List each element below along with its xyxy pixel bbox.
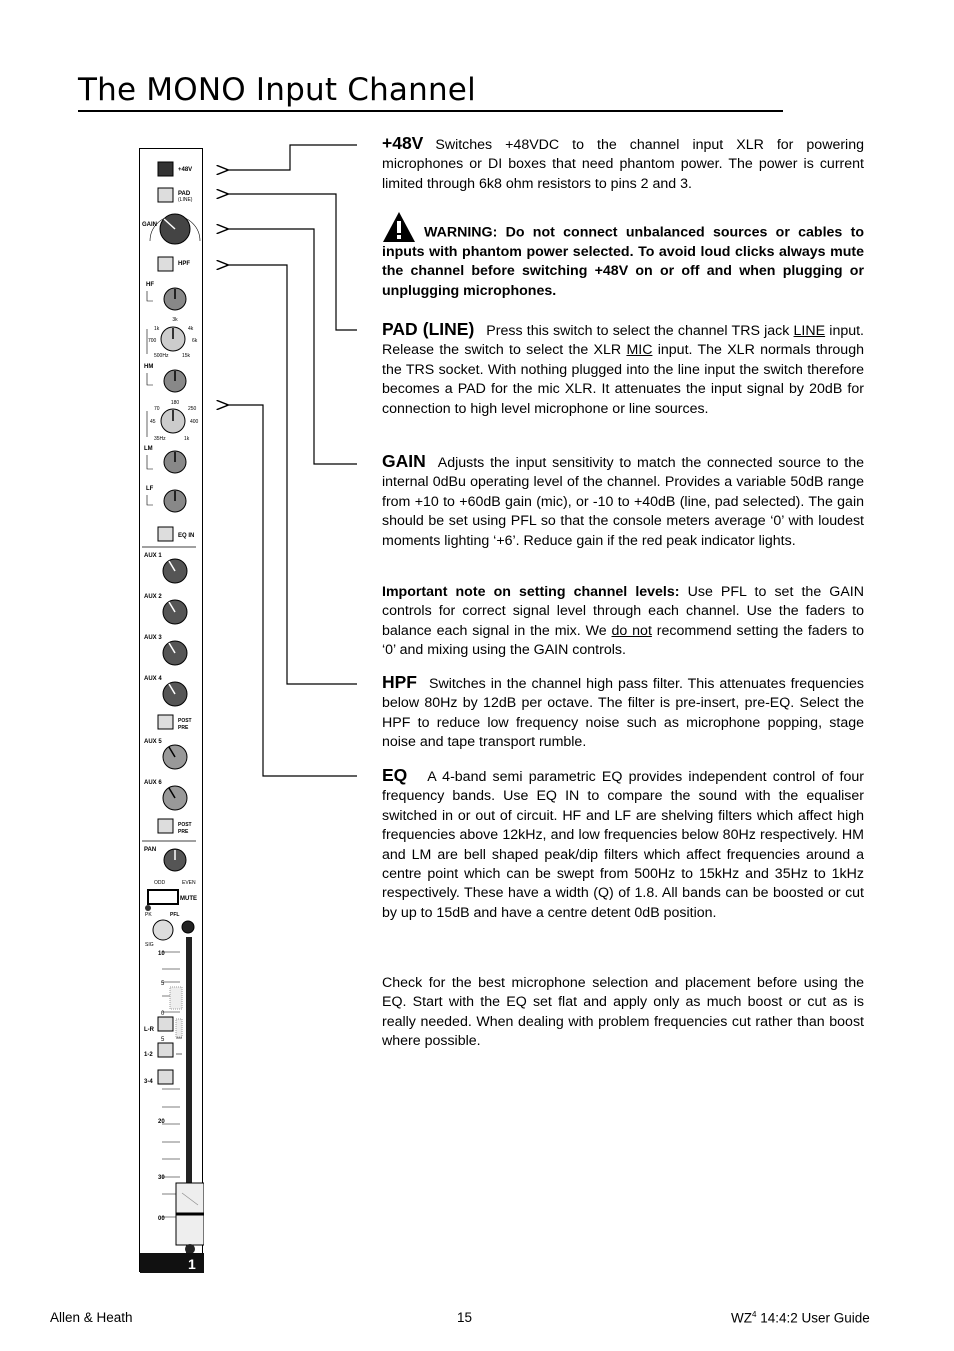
- svg-text:AUX 3: AUX 3: [144, 635, 162, 641]
- section-pad: PAD (LINE) Press this switch to select the channel TRS jack LINE input. Release the switch to select the XLR MIC input. The XLR normals through the TRS socket. With nothing plugged into the line input the switch therefore becomes a PAD for the mic XLR. It attenuates the input signal by 20dB for connection to high level microphone or line sources.: [382, 319, 865, 417]
- svg-text:1k: 1k: [154, 326, 160, 332]
- svg-text:POST: POST: [178, 718, 192, 724]
- svg-text:3k: 3k: [172, 317, 178, 323]
- svg-text:250: 250: [188, 406, 197, 412]
- label-eq-in: EQ IN: [178, 533, 195, 539]
- footer-page-number: 15: [457, 1310, 473, 1325]
- footer-left: Allen & Heath: [50, 1310, 133, 1325]
- svg-text:L-R: L-R: [144, 1027, 154, 1033]
- heading-gain: GAIN: [382, 451, 426, 471]
- label-pan: PAN: [144, 847, 157, 853]
- section-hpf: HPF Switches in the channel high pass filter. This attenuates frequencies below 80Hz by 12dB per octave. The filter is pre-insert, pre-EQ. Select the HPF to reduce low frequency noise such as microphone popping, stage noise and tape transport rumble.: [382, 672, 864, 751]
- label-hpf: HPF: [178, 261, 190, 267]
- section-tip: Check for the best microphone selection and placement before using the EQ. Start with the EQ set flat and apply only as much boost or cut as is really needed. When dealing with problem frequencies cut rather than boost where possible.: [382, 975, 864, 1050]
- svg-text:1k: 1k: [184, 436, 190, 442]
- svg-text:EVEN: EVEN: [182, 880, 196, 886]
- svg-text:500Hz: 500Hz: [154, 353, 169, 359]
- svg-text:PRE: PRE: [178, 725, 189, 731]
- svg-text:180: 180: [170, 400, 180, 406]
- label-lm: LM: [144, 446, 153, 452]
- heading-48v: +48V: [382, 133, 424, 153]
- section-warning: [382, 211, 864, 301]
- label-pad: PAD: [178, 191, 191, 197]
- label-mute: MUTE: [180, 896, 197, 902]
- svg-text:4k: 4k: [188, 326, 194, 332]
- footer-right: $WZ^4$ 14:4:2 User Guide: [731, 1310, 870, 1326]
- svg-text:AUX 5: AUX 5: [144, 739, 162, 745]
- warning-text: WARNING: Do not connect unbalanced sources or cables to inputs with phantom power selected. To avoid loud clicks always mute the channel before switching +48V on or off and when plugging or unplugging microphones.: [382, 224, 864, 299]
- svg-text:70: 70: [154, 406, 160, 412]
- svg-text:3-4: 3-4: [144, 1079, 153, 1085]
- section-48v: [382, 134, 864, 194]
- svg-text:6k: 6k: [192, 338, 198, 344]
- svg-text:00: 00: [158, 1216, 165, 1222]
- section-note: Important note on setting channel levels: Use PFL to set the GAIN controls for correct signal level through each channel. Use the faders to balance each signal in the mix. We do not recommend setting the faders to ‘0’ and mixing using the GAIN controls.: [382, 584, 864, 659]
- label-gain: GAIN: [142, 222, 157, 228]
- svg-text:15k: 15k: [182, 353, 191, 359]
- label-hm: HM: [144, 364, 154, 370]
- heading-eq: EQ: [382, 765, 408, 785]
- svg-text:SIG: SIG: [145, 942, 154, 948]
- svg-text:ODD: ODD: [154, 880, 166, 886]
- svg-text:AUX 4: AUX 4: [144, 676, 162, 682]
- svg-text:45: 45: [150, 419, 156, 425]
- heading-hpf: HPF: [382, 672, 417, 692]
- svg-text:AUX 6: AUX 6: [144, 780, 162, 786]
- callout-pad: [226, 194, 357, 330]
- label-hf: HF: [146, 282, 154, 288]
- channel-number: 1: [188, 1256, 196, 1272]
- page-title: The MONO Input Channel: [78, 72, 476, 108]
- svg-text:PFL: PFL: [170, 912, 180, 918]
- svg-text:PRE: PRE: [178, 829, 189, 835]
- svg-text:30: 30: [158, 1175, 165, 1181]
- svg-text:PK: PK: [145, 912, 152, 918]
- svg-text:35Hz: 35Hz: [154, 436, 166, 442]
- svg-text:POST: POST: [178, 822, 192, 828]
- callout-eq: [226, 405, 357, 776]
- callout-48v: [226, 145, 357, 170]
- section-gain: GAIN Adjusts the input sensitivity to match the connected source to the internal 0dBu operating level of the channel. Provides a variable 50dB range from +10 to +60dB gain (mic), or -10 to +40dB (line, pad selected). The gain should be set using PFL so that the console meters average ‘0’ with loudest moments lighting ‘+6’. Reduce gain if the red peak indicator lights.: [382, 451, 864, 549]
- label-48v: +48V: [178, 167, 193, 173]
- svg-text:5: 5: [161, 1037, 165, 1043]
- svg-text:400: 400: [190, 419, 199, 425]
- warning-icon: [382, 211, 416, 243]
- svg-text:5: 5: [161, 981, 165, 987]
- svg-text:20: 20: [158, 1119, 165, 1125]
- svg-text:AUX 1: AUX 1: [144, 553, 162, 559]
- svg-text:700: 700: [148, 338, 157, 344]
- text-48v: Switches +48VDC to the channel input XLR for powering microphones or DI boxes that need phantom power. The power is current limited through 6k8 ohm resistors to pins 2 and 3.: [382, 137, 864, 192]
- callout-gain: [226, 229, 357, 464]
- svg-text:AUX 2: AUX 2: [144, 594, 162, 600]
- callout-hpf: [226, 265, 357, 684]
- section-eq: EQ A 4-band semi parametric EQ provides independent control of four frequency bands. Use EQ IN to compare the sound with the equaliser switched in or out of circuit. HF and LF are shelving filters which affect high frequencies above 12kHz, and low frequencies below 80Hz respectively. HM and LM are bell shaped peak/dip filters which affect frequencies around a centre point which can be swept from 500Hz to 15kHz and 35Hz to 1kHz respectively. These have a width (Q) of 1.8. All bands can be boosted or cut by up to 15dB and have a centre detent 0dB position.: [382, 765, 864, 921]
- label-line: (LINE): [178, 197, 193, 203]
- svg-text:10: 10: [158, 951, 165, 957]
- heading-pad: PAD (LINE): [382, 319, 475, 339]
- svg-text:0: 0: [161, 1011, 165, 1017]
- svg-text:1-2: 1-2: [144, 1052, 153, 1058]
- label-lf: LF: [146, 486, 154, 492]
